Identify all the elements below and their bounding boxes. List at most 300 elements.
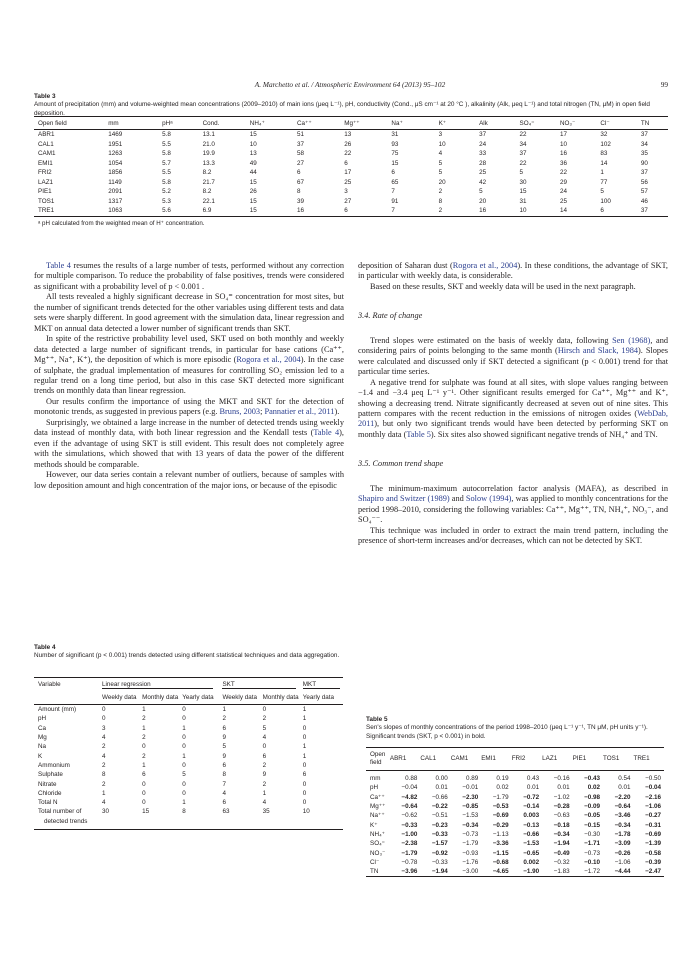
table-cell: 10 xyxy=(519,207,527,215)
table-cell: 5 xyxy=(182,771,186,779)
paragraph: In spite of the restrictive probability level used, SKT used on both monthly and weekly data detected a large number of significant trends, in particular for base cations (Ca⁺⁺, Mg⁺⁺, Na⁺, K⁺), the deposition of which is more episodic (Rogora et al., 2004). In the case of sulphate, the gradual implementation of measures for controlling SO₂ emission led to a regular trend on a long time period, but also in this case SKT detected more significant trends on monthly data than linear regression. xyxy=(34,334,344,396)
table3-header-row xyxy=(34,117,668,130)
table-cell: 8.2 xyxy=(202,169,212,177)
table-cell: 26 xyxy=(249,188,257,196)
table-cell: 8 xyxy=(297,188,301,196)
significant-cell: −0.10 xyxy=(584,858,601,866)
table-cell: 0.00 xyxy=(435,775,448,783)
row-label: Cl⁻ xyxy=(370,858,380,866)
table-cell: 42 xyxy=(479,178,487,186)
table-cell: 7 xyxy=(391,188,395,196)
section-heading-3-5: 3.5. Common trend shape xyxy=(358,459,444,469)
row-label: Mg xyxy=(38,734,47,742)
table-cell: −0.66 xyxy=(431,793,448,801)
table-cell: 2 xyxy=(142,734,146,742)
row-label: K⁺ xyxy=(370,821,378,829)
table-cell: 5 xyxy=(479,188,483,196)
significant-cell: −0.26 xyxy=(614,849,631,857)
table-row xyxy=(34,168,668,178)
significant-cell: −0.04 xyxy=(645,784,661,792)
table-cell: 1 xyxy=(262,789,267,797)
table-cell: 0 xyxy=(302,780,307,788)
significant-cell: −0.58 xyxy=(645,849,661,857)
row-label: Na⁺⁺ xyxy=(370,812,385,820)
row-label: pH xyxy=(38,715,47,723)
table-cell: −1.06 xyxy=(614,858,631,866)
table-cell: 65 xyxy=(391,178,399,186)
table-cell: 49 xyxy=(249,159,257,167)
table-row xyxy=(34,751,343,760)
table-cell: 8.2 xyxy=(202,188,212,196)
table-cell: 21.0 xyxy=(202,140,215,148)
table5-body xyxy=(366,771,664,877)
table-cell: 57 xyxy=(640,188,648,196)
table-row xyxy=(34,178,668,188)
table-cell: 1 xyxy=(222,706,226,714)
column-header: FRI2 xyxy=(511,755,526,762)
table-cell: 1 xyxy=(182,724,186,732)
column-header: TRE1 xyxy=(633,755,650,762)
table-cell: 31 xyxy=(391,131,399,139)
table-cell: 36 xyxy=(559,159,567,167)
table-cell: −1.79 xyxy=(462,840,479,848)
table-cell: 0 xyxy=(101,715,106,723)
table-cell: 46 xyxy=(640,197,648,205)
table-cell: 6 xyxy=(302,771,307,779)
table5-caption-block xyxy=(366,716,666,741)
significant-cell: −0.53 xyxy=(492,803,509,811)
sub-header: Monthly data xyxy=(142,694,179,701)
paragraph: deposition of Saharan dust (Rogora et al., 2004). In these conditions, the advantage of SKT, in particular with weekly data, is considerable. xyxy=(358,261,669,281)
table-row xyxy=(366,848,664,857)
table-cell: 7 xyxy=(222,780,226,788)
table-cell: 14 xyxy=(559,207,567,215)
pannatier-link[interactable]: Pannatier et al., 2011 xyxy=(264,407,335,417)
table-cell: −0.32 xyxy=(553,858,570,866)
row-label: NH₄⁺ xyxy=(370,830,385,838)
row-label: PIE1 xyxy=(38,188,52,196)
table-row xyxy=(34,705,343,715)
table-cell: 13 xyxy=(249,150,257,158)
table-cell: −0.50 xyxy=(645,775,661,783)
table-cell: 15 xyxy=(142,808,150,816)
table-cell: 10 xyxy=(438,140,446,148)
table-cell: 27 xyxy=(344,197,352,205)
hirsch-slack-link[interactable]: Hirsch and Slack, 1984 xyxy=(557,346,639,356)
table-cell: −1.79 xyxy=(492,793,509,801)
table-cell: 5.8 xyxy=(162,131,171,139)
table-cell: 3 xyxy=(344,188,348,196)
table-cell: 2 xyxy=(101,780,106,788)
table-cell: 13 xyxy=(344,131,352,139)
significant-cell: −0.85 xyxy=(462,803,479,811)
bruns-link[interactable]: Bruns, 2003 xyxy=(219,407,261,417)
significant-cell: 0.02 xyxy=(587,784,601,792)
table-cell: 1469 xyxy=(108,131,123,139)
paragraph: Based on these results, SKT and weekly data will be used in the next paragraph. xyxy=(370,281,636,291)
table-cell: 6 xyxy=(222,799,226,807)
table-cell: 22 xyxy=(519,159,527,167)
table-cell: 5.7 xyxy=(162,159,171,167)
paragraph: Our results confirm the importance of using the MKT and SKT for the detection of monotonic trends, as suggested in previous papers (e.g. Bruns, 2003; Pannatier et al., 2011). xyxy=(34,396,344,417)
table-cell: 24 xyxy=(559,188,567,196)
significant-cell: 0.003 xyxy=(523,812,540,820)
table-cell: 4 xyxy=(101,752,106,760)
sen-link[interactable]: Sen (1968) xyxy=(612,335,651,345)
significant-cell: −0.39 xyxy=(645,858,661,866)
table-cell: −0.73 xyxy=(584,849,601,857)
table-cell: −0.63 xyxy=(553,812,570,820)
significant-cell: −1.00 xyxy=(401,830,418,838)
row-label: FRI2 xyxy=(38,169,52,177)
table4-sub-header-row xyxy=(34,691,343,705)
significant-cell: −2.38 xyxy=(401,840,418,848)
table-row xyxy=(366,839,664,848)
row-label: LAZ1 xyxy=(38,178,54,186)
table-cell: 5 xyxy=(519,169,524,177)
table-cell: 8 xyxy=(222,771,226,779)
table-cell: 0.89 xyxy=(465,775,479,783)
table-cell: 26 xyxy=(344,140,352,148)
table-cell: 0 xyxy=(142,799,146,807)
significant-cell: −0.34 xyxy=(553,830,570,838)
table-cell: 83 xyxy=(600,150,608,158)
table-row xyxy=(34,770,343,779)
table-cell: 5.8 xyxy=(162,178,171,186)
column-header: Mg⁺⁺ xyxy=(344,119,360,127)
table-cell: 6 xyxy=(262,752,267,760)
table-cell: 0 xyxy=(262,706,267,714)
table-cell: −1.13 xyxy=(492,830,509,838)
table-cell: 0.54 xyxy=(618,775,631,783)
significant-cell: −0.43 xyxy=(584,775,601,783)
table-cell: 37 xyxy=(479,131,487,139)
row-label: Total N xyxy=(38,799,58,807)
row-label: Mg⁺⁺ xyxy=(370,803,386,811)
right-column xyxy=(358,261,668,547)
table-cell: 2 xyxy=(142,715,146,723)
paragraph: However, our data series contain a relevant number of outliers, because of samples with low deposition amount and high concentration of the major ions, or because of the episodic xyxy=(34,470,344,490)
table-cell: 2 xyxy=(438,207,443,215)
table-cell: 3 xyxy=(438,131,443,139)
table-cell: −0.51 xyxy=(431,812,448,820)
table4-group-header-row xyxy=(34,678,343,692)
paragraph: Trend slopes were estimated on the basis of weekly data, following Sen (1968), and considering pairs of points belonging to the same month (Hirsch and Slack, 1984). Slopes were calculated and discussed only if SKT detected a significant (p < 0.001) trend for that particular time series. xyxy=(358,335,669,377)
table-cell: 10 xyxy=(559,140,567,148)
running-title: A. Marchetto et al. / Atmospheric Environment 64 (2013) 95–102 xyxy=(254,80,446,89)
sub-header: Monthly data xyxy=(262,694,299,701)
column-header: Cl⁻ xyxy=(600,119,610,127)
table-cell: 0 xyxy=(302,789,307,797)
table-cell: 0 xyxy=(182,715,186,723)
significant-cell: −0.15 xyxy=(584,821,601,829)
row-label: CAM1 xyxy=(38,150,56,158)
significant-cell: 0.002 xyxy=(523,858,540,866)
table-cell: 16 xyxy=(479,207,487,215)
table-cell: 5 xyxy=(438,159,443,167)
paragraph: Table 4 resumes the results of a large number of tests, performed without any correction for multiple comparison. To reduce the probability of false positives, trends were considered as significant with a probability level of p < 0.001 . xyxy=(34,261,344,291)
column-header: LAZ1 xyxy=(542,755,558,762)
table-cell: 0.02 xyxy=(496,784,509,792)
table-cell: 39 xyxy=(297,197,305,205)
sub-header: Weekly data xyxy=(101,694,137,701)
table-cell: 0 xyxy=(182,706,186,714)
table-cell: 0 xyxy=(302,734,307,742)
table-cell: 1856 xyxy=(108,169,123,177)
table3-caption: Amount of precipitation (mm) and volume-weighted mean concentrations (2009–2010) of main ions (μeq L⁻¹), pH, conductivity (Cond., μS cm⁻¹ at 20 °C ), alkalinity (Alk, μeq L⁻¹) and total nitrogen (TN, μM) in open field deposition. xyxy=(34,101,650,117)
table4 xyxy=(34,677,343,830)
table-cell: 5 xyxy=(600,188,604,196)
table-row xyxy=(34,798,343,807)
table-cell: 37 xyxy=(640,207,648,215)
table-cell: 5 xyxy=(222,743,226,751)
column-header: Open field xyxy=(370,751,386,766)
column-header: mm xyxy=(108,119,119,127)
table-row xyxy=(366,771,664,784)
table-cell: 5.3 xyxy=(162,197,171,205)
column-header: NO₃⁻ xyxy=(559,119,576,127)
header-variable: Variable xyxy=(38,681,61,688)
row-label: Total number of xyxy=(38,808,82,816)
table4-link[interactable]: Table 4 xyxy=(313,428,340,438)
table-cell: −1.53 xyxy=(462,812,479,820)
table-cell: 35 xyxy=(640,150,648,158)
significant-cell: −2.20 xyxy=(614,793,631,801)
significant-cell: −0.33 xyxy=(431,830,448,838)
table-cell: 1317 xyxy=(108,197,123,205)
row-label: mm xyxy=(370,775,381,783)
table-cell: 0.43 xyxy=(526,775,540,783)
table-row xyxy=(34,130,668,140)
table-cell: 63 xyxy=(222,808,230,816)
column-header: Ca⁺⁺ xyxy=(297,119,312,127)
significant-cell: −0.29 xyxy=(492,821,509,829)
table-row xyxy=(366,867,664,877)
table5 xyxy=(366,747,664,877)
column-header: TOS1 xyxy=(603,755,620,762)
table-row xyxy=(34,724,343,733)
significant-cell: −3.36 xyxy=(492,840,509,848)
table-cell: 8 xyxy=(101,771,106,779)
table3-body xyxy=(34,130,668,217)
table-cell: 6 xyxy=(222,761,226,769)
table-cell: 4 xyxy=(262,734,267,742)
column-header: SO₄⁼ xyxy=(519,119,535,127)
table4-link[interactable]: Table 4 xyxy=(46,261,71,270)
table-cell: 67 xyxy=(297,178,305,186)
sub-header: Weekly data xyxy=(222,694,257,701)
table-cell: 9 xyxy=(222,752,226,760)
table-row xyxy=(366,858,664,867)
shapiro-switzer-link[interactable]: Shapiro and Switzer (1989) xyxy=(358,494,450,504)
header-mkt: MKT xyxy=(303,681,340,689)
table3-footnote: ᵃ pH calculated from the weighted mean of H⁺ concentration. xyxy=(38,220,205,227)
table-cell: 1 xyxy=(302,715,307,723)
significant-cell: −0.27 xyxy=(645,812,661,820)
table-row xyxy=(34,714,343,723)
column-header: Cond. xyxy=(202,119,220,127)
table-cell: 1 xyxy=(101,789,106,797)
significant-cell: −0.31 xyxy=(645,821,661,829)
table-cell: 13.3 xyxy=(202,159,215,167)
table-cell: 0.19 xyxy=(496,775,509,783)
significant-cell: −0.98 xyxy=(584,793,601,801)
table-cell: 37 xyxy=(640,131,648,139)
table-cell: 6 xyxy=(297,169,301,177)
table-cell: 0 xyxy=(182,734,186,742)
table-cell: 91 xyxy=(391,197,399,205)
page-number: 99 xyxy=(660,80,668,89)
significant-cell: −0.66 xyxy=(523,830,540,838)
row-label: pH xyxy=(370,784,379,792)
significant-cell: −1.71 xyxy=(584,840,601,848)
table-cell: 27 xyxy=(297,159,305,167)
table-cell: 35 xyxy=(262,808,270,816)
row-label: NO₃⁻ xyxy=(370,849,386,857)
table-cell: 0 xyxy=(182,780,186,788)
paragraph: Surprisingly, we obtained a large increase in the number of detected trends using weekly data instead of monthly data, with both linear regression and the Kendall tests (Table 4), even if the advantage of using SKT is still evident. This result does not completely agree with the simulations, which showed that with 13 years of data the power of the different methods should be comparable. xyxy=(34,417,344,469)
significant-cell: −1.57 xyxy=(431,840,448,848)
table5-link[interactable]: Table 5 xyxy=(406,429,431,439)
table-cell: 25 xyxy=(559,197,567,205)
table-cell: 2 xyxy=(262,780,267,788)
table-cell: 4 xyxy=(262,799,267,807)
table-cell: 15 xyxy=(391,159,399,167)
table-cell: 0 xyxy=(142,743,146,751)
solow-link[interactable]: Solow (1994) xyxy=(465,494,512,504)
significant-cell: −0.33 xyxy=(401,821,418,829)
table-row xyxy=(34,159,668,169)
table-cell: 2 xyxy=(262,761,267,769)
table-cell: 100 xyxy=(600,197,611,205)
table-cell: 37 xyxy=(519,150,527,158)
column-header: Open field xyxy=(38,119,67,127)
table-cell: 6.9 xyxy=(202,207,212,215)
significant-cell: −4.44 xyxy=(614,868,631,876)
row-label: SO₄⁼ xyxy=(370,840,385,848)
significant-cell: −4.65 xyxy=(492,868,509,876)
rogora-link[interactable]: Rogora et al., 2004 xyxy=(236,355,301,365)
table-cell: 44 xyxy=(249,169,257,177)
table-cell: 13.1 xyxy=(202,131,215,139)
table-cell: 5.2 xyxy=(162,188,171,196)
total-row-continued xyxy=(34,817,343,830)
table-cell: −0.04 xyxy=(401,784,418,792)
table-cell: 2 xyxy=(142,752,146,760)
column-header: PIE1 xyxy=(572,755,587,762)
significant-cell: −0.14 xyxy=(523,803,540,811)
table-cell: 0.88 xyxy=(405,775,418,783)
column-header: pHᵃ xyxy=(162,119,173,127)
table-cell: 32 xyxy=(600,131,608,139)
table-cell: 1 xyxy=(302,752,307,760)
significant-cell: −0.23 xyxy=(431,821,448,829)
header-linear-regression: Linear regression xyxy=(102,681,213,689)
significant-cell: −1.15 xyxy=(492,849,509,857)
table-cell: 17 xyxy=(559,131,567,139)
table-cell: 0 xyxy=(182,743,186,751)
significant-cell: −1.06 xyxy=(645,803,661,811)
table-cell: 22 xyxy=(344,150,352,158)
table-cell: 21.7 xyxy=(202,178,215,186)
table4-label: Table 4 xyxy=(34,644,56,651)
column-header: TN xyxy=(640,119,650,127)
paragraph: All tests revealed a highly significant decrease in SO₄⁼ concentration for most sites, but the number of significant trends detected for the other variables using different tests and data sets were sharply different. In good agreement with the simulation data, linear regression and MKT on annual data detected a lower number of significant trends than SKT. xyxy=(34,292,344,333)
table-cell: 2 xyxy=(101,761,106,769)
table-cell: 5.5 xyxy=(162,169,171,177)
significant-cell: −1.53 xyxy=(523,840,540,848)
table5-header-row xyxy=(366,748,664,771)
table-cell: 3 xyxy=(101,724,106,732)
table-cell: 2091 xyxy=(108,188,123,196)
table-cell: 17 xyxy=(344,169,352,177)
table-cell: 1063 xyxy=(108,207,123,215)
significant-cell: −0.92 xyxy=(431,849,448,857)
table-cell: 75 xyxy=(391,150,399,158)
table-cell: 1054 xyxy=(108,159,123,167)
row-label: EMI1 xyxy=(38,159,53,167)
significant-cell: −0.13 xyxy=(523,821,540,829)
table-cell: 1 xyxy=(142,761,146,769)
table-cell: 0 xyxy=(302,799,307,807)
table-cell: 102 xyxy=(600,140,611,148)
significant-cell: −0.65 xyxy=(523,849,540,857)
significant-cell: −1.39 xyxy=(645,840,661,848)
paragraph: This technique was included in order to extract the main trend pattern, including the presence of short-term increases and/or decreases, which can not be detected by SKT. xyxy=(358,525,668,546)
table-cell: 1951 xyxy=(108,140,123,148)
rogora-link[interactable]: Rogora et al., 2004 xyxy=(452,261,518,270)
table-row xyxy=(366,783,664,792)
table-cell: 10 xyxy=(249,140,257,148)
sub-header: Yearly data xyxy=(182,694,214,701)
table-cell: 20 xyxy=(479,197,487,205)
significant-cell: −3.09 xyxy=(614,840,631,848)
table5-caption: Sen's slopes of monthly concentrations of the period 1998–2010 (μeq L⁻¹ y⁻¹, TN μM, pH units y⁻¹). Significant trends (SKT, p < 0.001) in bold. xyxy=(366,724,648,740)
table-cell: 34 xyxy=(519,140,527,148)
table-cell: 93 xyxy=(391,140,399,148)
significant-cell: −0.64 xyxy=(614,803,631,811)
table-cell: −0.33 xyxy=(431,858,448,866)
table-cell: 2 xyxy=(438,188,443,196)
table-cell: 25 xyxy=(344,178,352,186)
table-cell: 0.01 xyxy=(557,784,570,792)
column-header: ABR1 xyxy=(389,755,407,762)
table-cell: 0 xyxy=(302,724,307,732)
left-column xyxy=(34,261,344,491)
table-cell: 10 xyxy=(302,808,310,816)
table-cell: 22 xyxy=(559,169,567,177)
row-label: K xyxy=(38,752,43,760)
table-cell: 16 xyxy=(297,207,305,215)
significant-cell: −0.09 xyxy=(584,803,601,811)
table-cell: 1 xyxy=(182,752,186,760)
table-cell: −3.00 xyxy=(462,868,479,876)
table-cell: 0.01 xyxy=(618,784,631,792)
webdab-link[interactable]: WebDab, 2011 xyxy=(358,408,668,429)
paragraph: A negative trend for sulphate was found at all sites, with slope values ranging between −1.4 and −3.4 μeq L⁻¹ y⁻¹. Other significant results emerged for Ca⁺⁺, Mg⁺⁺ and K⁺, showing a decreasing trend. Nitrate significantly decreased at seven out of nine sites. This pattern compares with the recent reduction in the emissions of nitrogen oxides (WebDab, 2011), but only two significant trends would have been detected by performing SKT on monthly data (Table 5). Six sites also showed significant negative trends of NH₄⁺ and TN. xyxy=(358,377,668,439)
table-row xyxy=(34,187,668,197)
table-cell: 5 xyxy=(262,724,267,732)
column-header: Na⁺ xyxy=(391,119,403,127)
significant-cell: −0.34 xyxy=(614,821,631,829)
table4-body xyxy=(34,705,343,830)
table-cell: 2 xyxy=(262,715,267,723)
row-label: CAL1 xyxy=(38,140,54,148)
table-cell: 15 xyxy=(249,207,257,215)
table-cell: −1.02 xyxy=(553,793,570,801)
significant-cell: −2.16 xyxy=(645,793,661,801)
table-cell: 37 xyxy=(297,140,305,148)
